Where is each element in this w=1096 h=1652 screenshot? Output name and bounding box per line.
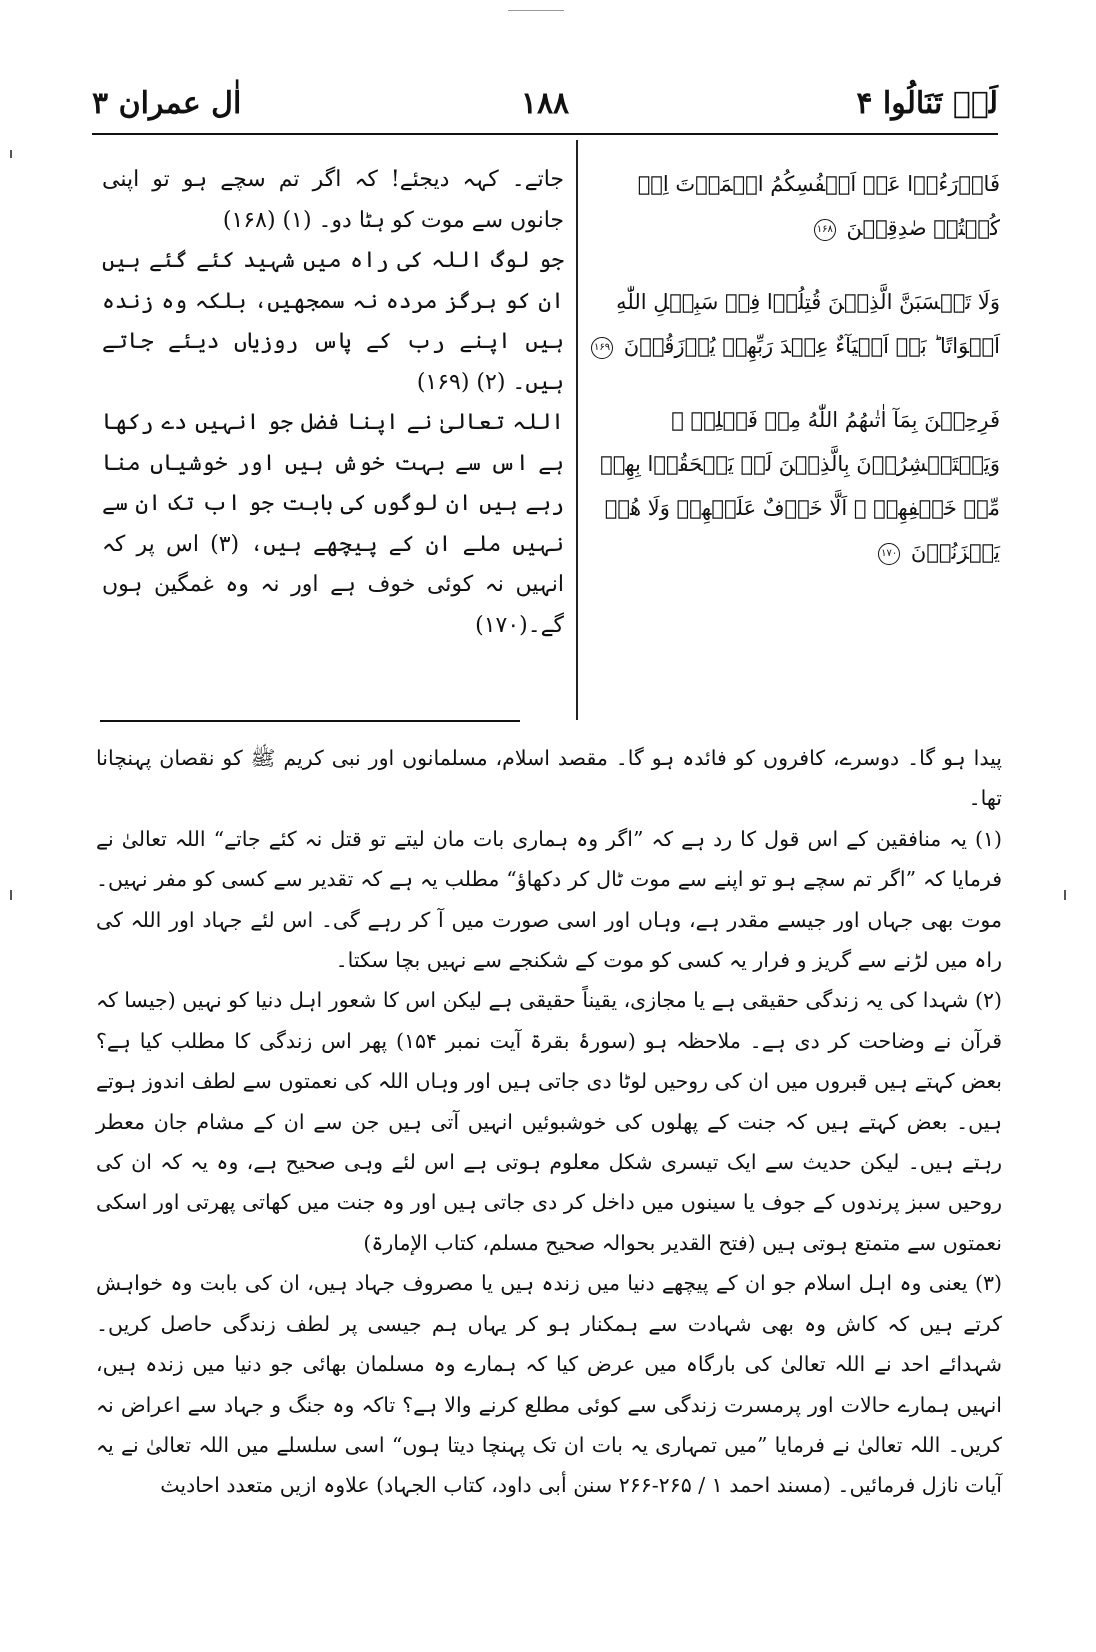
- footnotes-section: [96, 738, 1002, 1506]
- footnote-3: (۳) یعنی وہ اہل اسلام جو ان کے پیچھے دنیا میں زندہ ہیں یا مصروف جہاد ہیں، ان کی بابت وہ خواہش کرتے ہیں کہ کاش وہ بھی شہادت سے ہمکنار ہو کر یہاں ہم جیسی پر لطف زندگی حاصل کریں۔ شہدائے احد نے اللہ تعالیٰ کی بارگاہ میں عرض کیا کہ ہمارے وہ مسلمان بھائی جو دنیا میں زندہ ہیں، انہیں ہمارے حالات اور پرمسرت زندگی سے کوئی مطلع کرنے والا ہے؟ تاکہ وہ جنگ و جہاد سے اعراض نہ کریں۔ اللہ تعالیٰ نے فرمایا ”میں تمہاری یہ بات ان تک پہنچا دیتا ہوں“ اسی سلسلے میں اللہ تعالیٰ نے یہ آیات نازل فرمائیں۔ (مسند احمد ۱ / ۲۶۵-۲۶۶ سنن أبی داود، کتاب الجہاد) علاوہ ازیں متعدد احادیث: [96, 1271, 1002, 1498]
- verse-168-text: فَادۡرَءُوۡا عَنۡ اَنۡفُسِكُمُ الۡمَوۡتَ اِنۡ كُنۡتُمۡ صٰدِقِيۡنَ: [637, 172, 1000, 240]
- top-scan-rule: [508, 10, 564, 11]
- footnote-divider: [100, 720, 520, 722]
- translation-168: جاتے۔ کہہ دیجئے! کہ اگر تم سچے ہو تو اپنی جانوں سے موت کو ہٹا دو۔ (۱) (۱۶۸): [102, 167, 564, 233]
- page-header: [92, 80, 998, 136]
- scan-margin-mark: [1064, 890, 1066, 900]
- scan-margin-mark: [10, 150, 12, 158]
- verse-168-number: ۱۶۸: [814, 219, 836, 241]
- surah-title: اٰل عمران ۳: [92, 86, 242, 121]
- page-number: ۱۸۸: [520, 86, 570, 121]
- verse-168: [590, 162, 1000, 250]
- footnote-2: (۲) شہدا کی یہ زندگی حقیقی ہے یا مجازی، یقیناً حقیقی ہے لیکن اس کا شعور اہل دنیا کو نہیں (جیسا کہ قرآن نے وضاحت کر دی ہے۔ ملاحظہ ہو (سورۂ بقرۃ آیت نمبر ۱۵۴) پھر اس زندگی کا مطلب کیا ہے؟ بعض کہتے ہیں قبروں میں ان کی روحیں لوٹا دی جاتی ہیں اور وہاں اللہ کی نعمتوں سے لطف اندوز ہوتے ہیں۔ بعض کہتے ہیں کہ جنت کے پھلوں کی خوشبوئیں انہیں آتی ہیں جن سے ان کے مشام جان معطر رہتے ہیں۔ لیکن حدیث سے ایک تیسری شکل معلوم ہوتی ہے اس لئے وہی صحیح ہے، وہ یہ کہ ان کی روحیں سبز پرندوں کے جوف یا سینوں میں داخل کر دی جاتی ہیں اور وہ جنت میں کھاتی پھرتی اور اسکی نعمتوں سے متمتع ہوتی ہیں (فتح القدیر بحوالہ صحیح مسلم، کتاب الإمارۃ): [96, 988, 1002, 1255]
- verse-170-text: فَرِحِيۡنَ بِمَآ اٰتٰٮهُمُ اللّٰهُ مِنۡ فَضۡلِهٖ ۙ وَيَسۡتَبۡشِرُوۡنَ بِالَّذِيۡنَ لَمۡ يَلۡحَقُوۡا بِهِمۡ مِّنۡ خَلۡفِهِمۡ ۙ اَلَّا خَوۡفٌ عَلَيۡهِمۡ وَلَا هُمۡ يَحۡزَنُوۡنَ: [600, 408, 1000, 564]
- translation-170: اللہ تعالیٰ نے اپنا فضل جو انہیں دے رکھا ہے اس سے بہت خوش ہیں اور خوشیاں منا رہے ہیں ان لوگوں کی بابت جو اب تک ان سے نہیں ملے ان کے پیچھے ہیں، (۳) اس پر کہ انہیں نہ کوئی خوف ہے اور نہ وہ غمگین ہوں گے۔(۱۷۰): [102, 410, 565, 638]
- juz-title: لَنۡ تَنَالُوا ۴: [856, 86, 998, 121]
- footnote-1: (۱) یہ منافقین کے اس قول کا رد ہے کہ ”اگر وہ ہماری بات مان لیتے تو قتل نہ کئے جاتے“ اللہ تعالیٰ نے فرمایا کہ ”اگر تم سچے ہو تو اپنے سے موت ٹال کر دکھاؤ“ مطلب یہ ہے کہ تقدیر سے کسی کو مفر نہیں۔ موت بھی جہاں اور جیسے مقدر ہے، وہاں اور اسی صورت میں آ کر رہے گی۔ اس لئے جہاد اور اللہ کی راہ میں لڑنے سے گریز و فرار یہ کسی کو موت کے شکنجے سے نہیں بچا سکتا۔: [96, 826, 1002, 973]
- arabic-verses-column: [590, 162, 1000, 604]
- header-divider: [92, 133, 998, 135]
- translation-169: جو لوگ اللہ کی راہ میں شہید کئے گئے ہیں ان کو ہرگز مردہ نہ سمجھیں، بلکہ وہ زندہ ہیں اپنے رب کے پاس روزیاں دیئے جاتے ہیں۔ (۲) (۱۶۹): [102, 248, 564, 395]
- urdu-translation-column: [102, 160, 564, 646]
- verse-169-number: ۱۶۹: [591, 337, 613, 359]
- verse-169: [590, 280, 1000, 368]
- column-divider: [576, 140, 578, 720]
- verse-170: [590, 398, 1000, 574]
- verse-170-number: ۱۷۰: [878, 543, 900, 565]
- footnote-continuation: پیدا ہو گا۔ دوسرے، کافروں کو فائدہ ہو گا۔ مقصد اسلام، مسلمانوں اور نبی کریم ﷺ کو نقصان پہنچانا تھا۔: [96, 746, 1002, 811]
- verse-169-text: وَلَا تَحۡسَبَنَّ الَّذِيۡنَ قُتِلُوۡا فِىۡ سَبِيۡلِ اللّٰهِ اَمۡوَاتًا ؕ بَلۡ اَحۡيَآءٌ عِنۡدَ رَبِّهِمۡ يُرۡزَقُوۡنَ: [616, 290, 1000, 358]
- scan-margin-mark: [10, 890, 12, 900]
